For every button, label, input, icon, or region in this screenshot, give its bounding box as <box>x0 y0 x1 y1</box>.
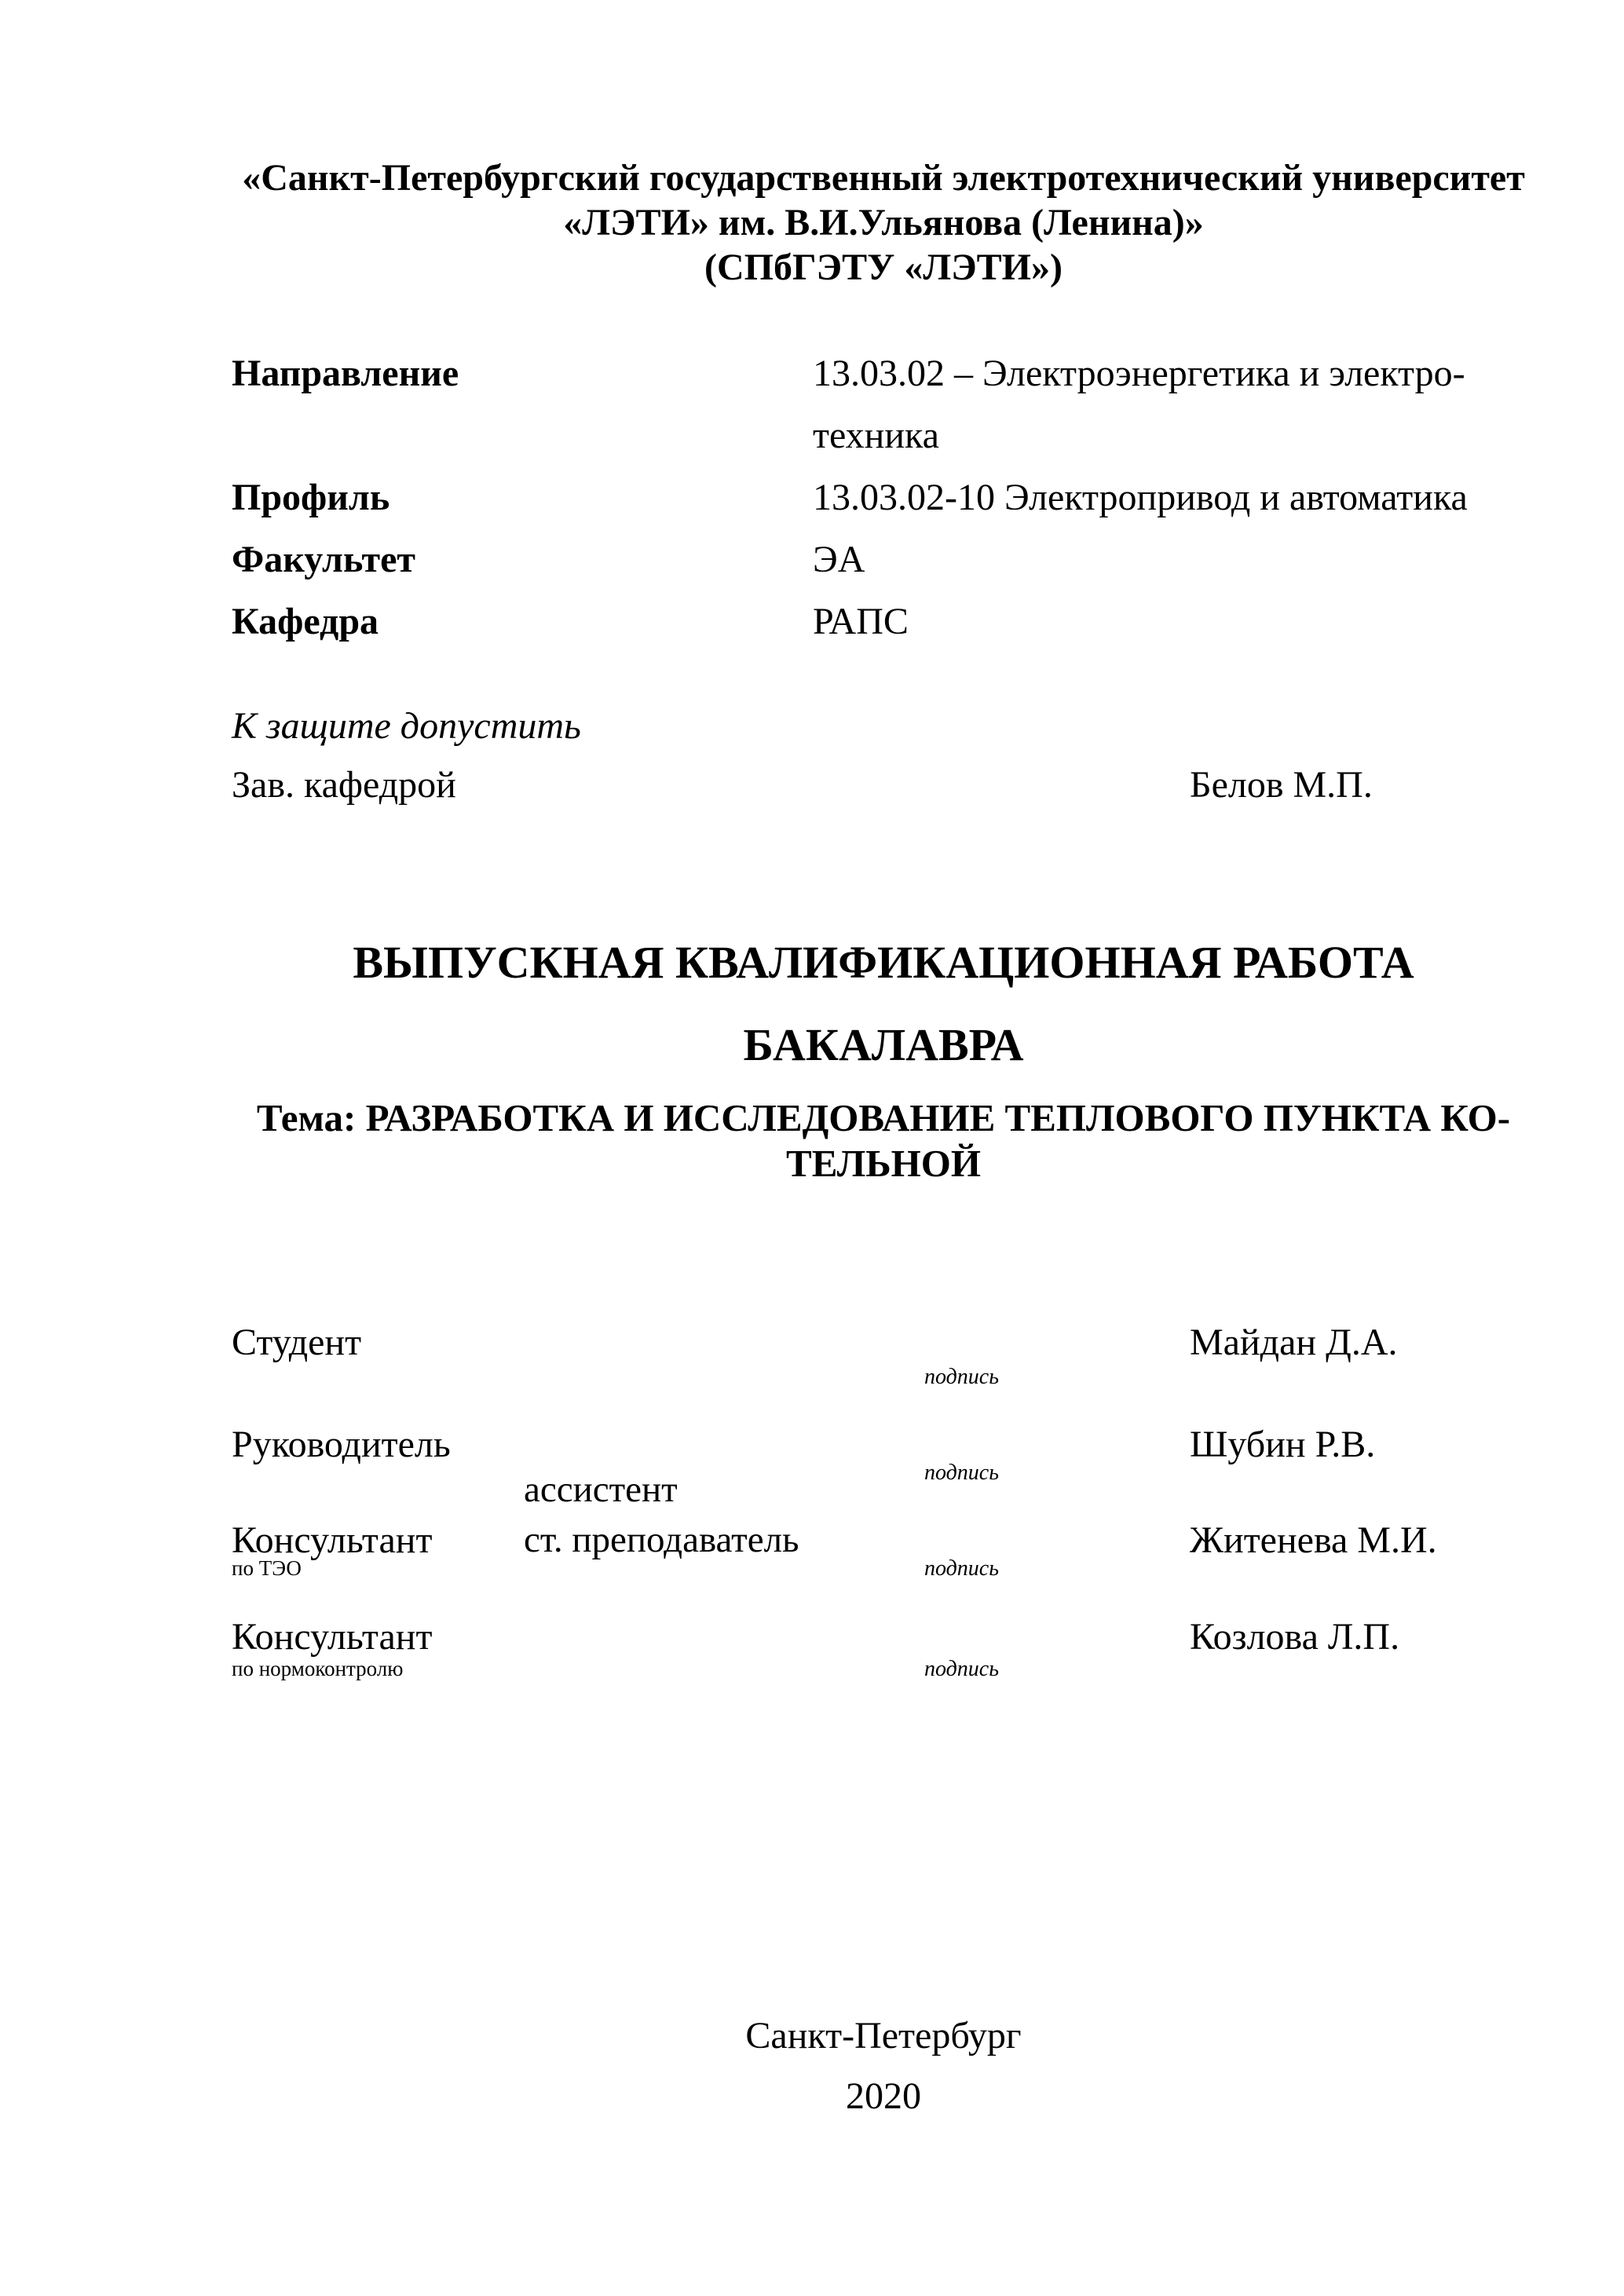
signature-caption: подпись <box>924 1461 999 1485</box>
signature-position: ассистент <box>524 1469 678 1510</box>
signature-caption: подпись <box>924 1657 999 1681</box>
signature-role: Студент <box>232 1322 362 1363</box>
signature-role: Консультант <box>232 1519 433 1561</box>
signature-caption: подпись <box>924 1365 999 1389</box>
university-header-line-1: «Санкт-Петербургский государственный электротехнический университет <box>242 157 1525 199</box>
info-fields <box>232 352 1535 662</box>
footer-city: Санкт-Петербург <box>745 2015 1022 2057</box>
field-label: Факультет <box>232 539 415 580</box>
signature-role-note: по нормоконтролю <box>232 1657 404 1680</box>
field-row-faculty <box>232 538 1535 600</box>
field-row-department <box>232 600 1535 662</box>
university-header-line-3: (СПбГЭТУ «ЛЭТИ») <box>704 247 1063 288</box>
field-row-direction <box>232 352 1535 414</box>
signature-role: Руководитель <box>232 1424 451 1465</box>
work-title-line-1: ВЫПУСКНАЯ КВАЛИФИКАЦИОННАЯ РАБОТА <box>353 937 1414 988</box>
field-value: техника <box>813 415 939 456</box>
signature-name: Житенева М.И. <box>1190 1519 1437 1561</box>
field-label: Направление <box>232 353 459 394</box>
work-topic-line-2: ТЕЛЬНОЙ <box>786 1142 981 1185</box>
signature-position: ст. преподаватель <box>524 1519 799 1560</box>
signature-name: Майдан Д.А. <box>1190 1322 1398 1363</box>
field-value: 13.03.02-10 Электропривод и автоматика <box>813 477 1468 518</box>
field-value: РАПС <box>813 601 909 642</box>
field-label: Кафедра <box>232 601 379 642</box>
university-header-line-2: «ЛЭТИ» им. В.И.Ульянова (Ленина)» <box>563 202 1204 243</box>
department-head-label: Зав. кафедрой <box>232 764 456 806</box>
signature-name: Козлова Л.П. <box>1190 1616 1400 1658</box>
work-topic <box>232 1095 1535 1186</box>
work-topic-line-1: Тема: РАЗРАБОТКА И ИССЛЕДОВАНИЕ ТЕПЛОВОГО ПУНКТА КО- <box>256 1096 1511 1139</box>
department-head-name: Белов М.П. <box>1190 764 1373 806</box>
work-title-line-2: БАКАЛАВРА <box>743 1019 1024 1070</box>
signature-name: Шубин Р.В. <box>1190 1424 1376 1465</box>
field-value: ЭА <box>813 539 865 580</box>
signature-role-note: по ТЭО <box>232 1556 302 1580</box>
field-label: Профиль <box>232 477 390 518</box>
field-row-profile <box>232 476 1535 538</box>
signature-caption: подпись <box>924 1556 999 1581</box>
admission-phrase: К защите допустить <box>232 705 581 747</box>
footer-year: 2020 <box>846 2075 921 2117</box>
signature-role: Консультант <box>232 1616 433 1658</box>
field-value: 13.03.02 – Электроэнергетика и электро- <box>813 353 1465 394</box>
field-row-direction-wrap <box>232 414 1535 476</box>
university-header <box>232 155 1535 290</box>
